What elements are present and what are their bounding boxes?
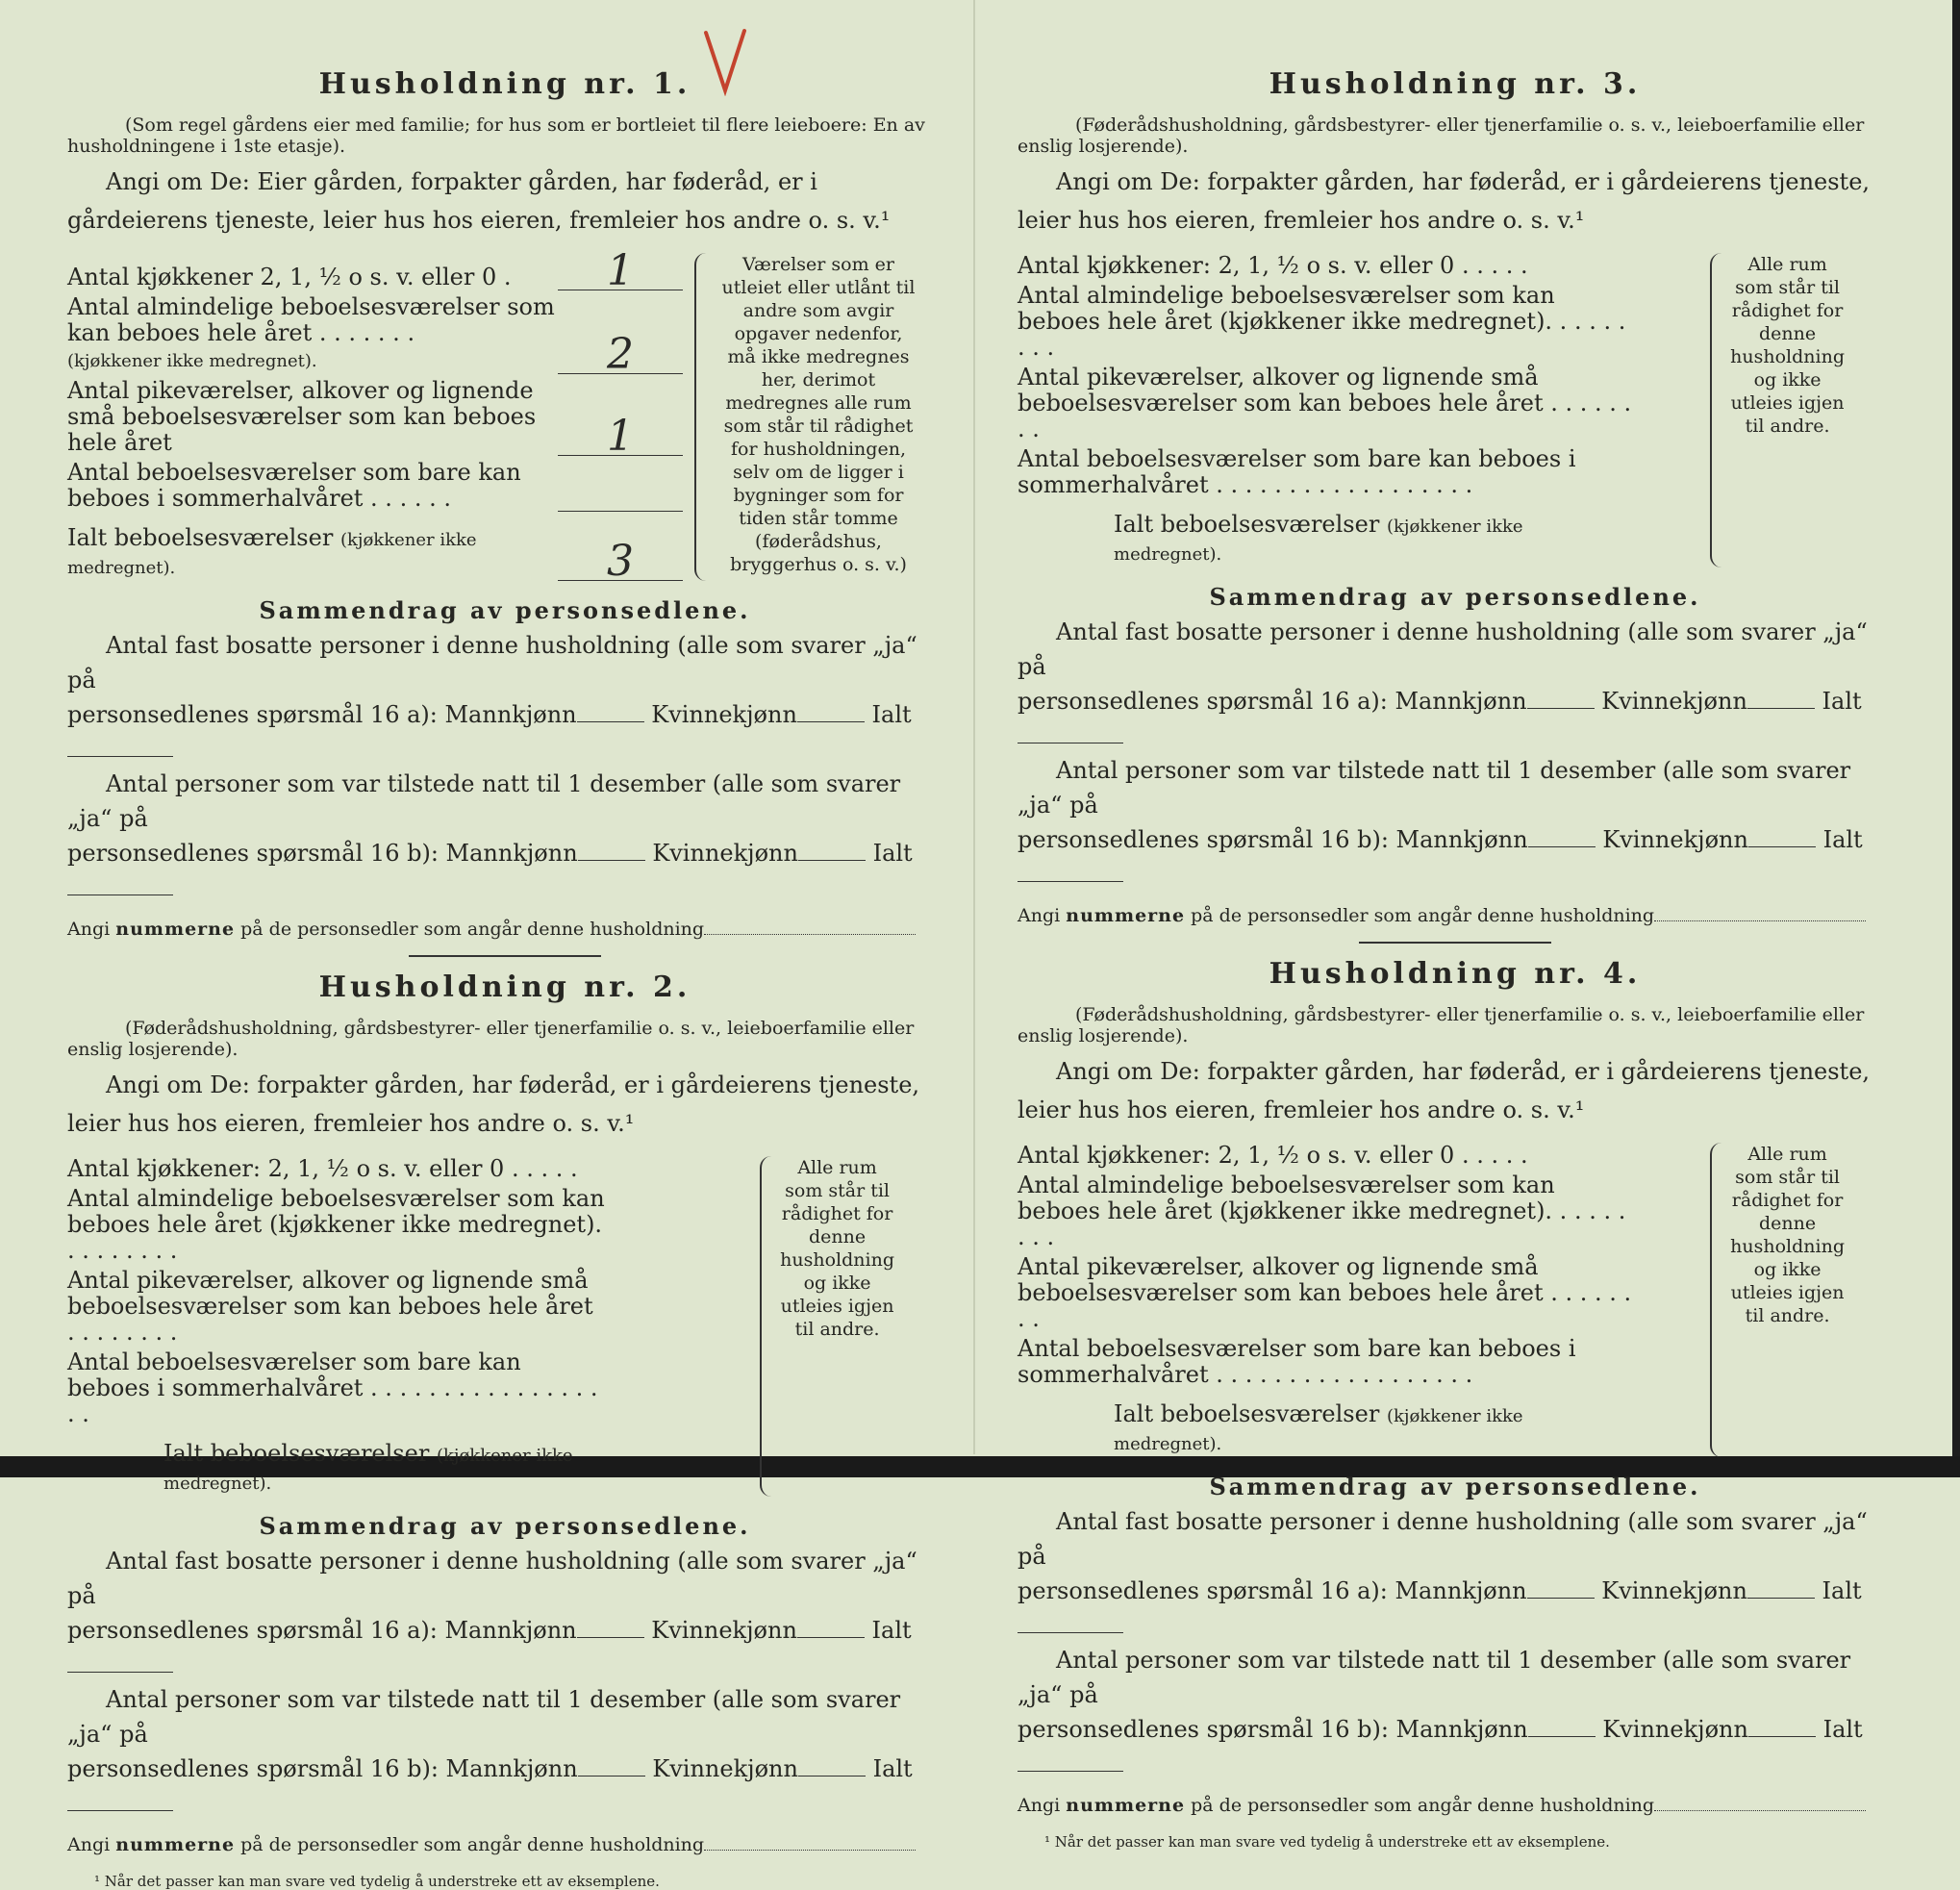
nummerne-field[interactable] [1654, 903, 1866, 921]
nummerne-field[interactable] [704, 917, 916, 935]
tilstede-kvinne-field[interactable] [798, 1756, 866, 1777]
row-sommer: Antal beboelsesværelser som bare kan beboes i sommerhalvåret . . . . . . . . . . . . . . . . . . [67, 1348, 598, 1427]
row-kjokkener: Antal kjøkkener 2, 1, ½ o s. v. eller 0 . 1 [67, 253, 683, 290]
summary-title: Sammendrag av personsedlene. [1209, 583, 1701, 611]
row-sommer: Antal beboelsesværelser som bare kan beboes i sommerhalvåret . . . . . . [67, 460, 683, 512]
tilstede-kvinne-field[interactable] [798, 841, 866, 861]
row-sommer: Antal beboelsesværelser som bare kan beboes i sommerhalvåret . . . . . . . . . . . . . . . . . . [1018, 1335, 1576, 1388]
answer-kjokkener[interactable]: 1 [558, 253, 683, 290]
row-kjokkener: Antal kjøkkener: 2, 1, ½ o s. v. eller 0 . . . . . [1018, 252, 1528, 279]
row-pike: Antal pikeværelser, alkover og lignende små beboelsesværelser som kan beboes hele året . . . . . . . . [67, 1267, 593, 1346]
left-page [67, 67, 942, 1890]
angi-om-de: Angi om De: forpakter gården, har føderåd, er i gårdeierens tjeneste, leier hus hos eieren, fremleier hos andre o. s. v.¹ [1018, 1058, 1871, 1123]
brace [1710, 1143, 1722, 1457]
answer-pike[interactable]: 1 [558, 418, 683, 456]
summary-fast: personsedlenes spørsmål 16 a): Mannkjønn Kvinnekjønn Ialt [1018, 684, 1893, 753]
tilstede-mann-field[interactable] [1528, 1717, 1596, 1737]
row-almindelige: Antal almindelige beboelsesværelser som kan beboes hele året (kjøkkener ikke medregnet). . . . . . . . . [1018, 1172, 1626, 1250]
footnote: ¹ Når det passer kan man svare ved tydelig å understreke ett av eksemplene. [1044, 1833, 1610, 1851]
angi-om-de: Angi om De: forpakter gården, har føderåd, er i gårdeierens tjeneste, leier hus hos eieren, fremleier hos andre o. s. v.¹ [67, 1071, 920, 1137]
row-pike: Antal pikeværelser, alkover og lignende små beboelsesværelser som kan beboes hele året . . . . . . . . [1018, 1253, 1632, 1332]
separator [409, 955, 601, 957]
summary-fast: personsedlenes spørsmål 16 a): Mannkjønn Kvinnekjønn Ialt [1018, 1574, 1893, 1643]
side-note: Alle rum som står til rådighet for denne husholdning og ikke utleies igjen til andre. [1710, 1143, 1845, 1457]
fast-kvinne-field[interactable] [797, 702, 865, 722]
summary-tilstede: personsedlenes spørsmål 16 b): Mannkjønn Kvinnekjønn Ialt [1018, 822, 1893, 892]
fast-mann-field[interactable] [1527, 689, 1595, 709]
household-1: Husholdning nr. 1. (Som regel gårdens eier med familie; for hus som er bortleiet til flere leieboere: En av husholdningene i 1ste etasje). Angi om De: Eier gården, forpakter gården, har føderåd, er i gårdeierens tjeneste, leier hus hos eieren, fremleier hos andre o. s. v.¹ Antal kjøkkener 2, 1, ½ o s. v. eller 0 . 1 Antal almindelige beboelsesværelser som kan beboes hele året . . . . . . . (kjøkkener ikke medregnet). 2 Antal pikeværelser, alkover og lignende små beboelsesværelser som kan beboes hele året 1 Antal beboelsesværelser som bare kan beboes i sommerhalvåret . . . . . . Ialt beboelsesværelser (kjøkkener ikke medregnet). 3 Værelser som er utleiet eller utlånt til andre som avgir opgaver nedenfor, må ikke medregnes her, derimot medregnes alle rum som står til rådighet for husholdningen, selv om de ligger i bygninger som for tiden står tomme (føderådshus, bryggerhus o. s. v.) Sammendrag av personsedlene. Antal fast bosatte personer i denne husholdning (alle som svarer „ja“ på personsedlenes spørsmål 16 a): Mannkjønn Kvinnekjønn Ialt Antal personer som var tilstede natt til 1 desember (alle som svarer „ja“ på personsedlenes spørsmål 16 b): Mannkjønn Kvinnekjønn Ialt Angi nummerne på de personsedler som angår denne husholdning [67, 67, 942, 940]
tilstede-mann-field[interactable] [578, 841, 645, 861]
answer-almindelige[interactable]: 2 [558, 337, 683, 374]
footnote: ¹ Når det passer kan man svare ved tydelig å understreke ett av eksemplene. [94, 1873, 660, 1890]
row-ialt: Ialt beboelsesværelser (kjøkkener ikke medregnet). 3 [67, 525, 683, 581]
fast-mann-field[interactable] [1527, 1578, 1595, 1599]
fast-mann-field[interactable] [577, 1618, 644, 1638]
nummerne-line: Angi nummerne på de personsedler som angår denne husholdning [1018, 1793, 1893, 1816]
separator [1359, 942, 1551, 944]
side-note: Alle rum som står til rådighet for denne husholdning og ikke utleies igjen til andre. [760, 1156, 894, 1497]
brace [760, 1156, 772, 1497]
tilstede-ialt-field[interactable] [1018, 862, 1123, 882]
tilstede-kvinne-field[interactable] [1748, 827, 1816, 847]
household-title: Husholdning nr. 2. [318, 970, 691, 1004]
summary-tilstede: personsedlenes spørsmål 16 b): Mannkjønn Kvinnekjønn Ialt [67, 836, 942, 905]
household-note: (Som regel gårdens eier med familie; for hus som er bortleiet til flere leieboere: En av husholdningene i 1ste etasje). [67, 114, 925, 157]
summary-title: Sammendrag av personsedlene. [1209, 1473, 1701, 1500]
summary-title: Sammendrag av personsedlene. [259, 1512, 751, 1540]
nummerne-line: Angi nummerne på de personsedler som angår denne husholdning [67, 1832, 942, 1855]
tilstede-ialt-field[interactable] [1018, 1751, 1123, 1772]
nummerne-field[interactable] [1654, 1793, 1866, 1811]
brace [694, 253, 712, 581]
fast-ialt-field[interactable] [1018, 1613, 1123, 1633]
side-note: Værelser som er utleiet eller utlånt til andre som avgir opgaver nedenfor, må ikke medregnes her, derimot medregnes alle rum som står til rådighet for husholdningen, selv om de ligger i bygninger som for tiden står tomme (føderådshus, bryggerhus o. s. v.) [694, 253, 917, 581]
household-note: (Føderådshusholdning, gårdsbestyrer- eller tjenerfamilie o. s. v., leieboerfamilie eller enslig losjerende). [1018, 114, 1865, 157]
answer-sommer[interactable] [558, 511, 683, 512]
household-3: Husholdning nr. 3. (Føderådshusholdning, gårdsbestyrer- eller tjenerfamilie o. s. v., leieboerfamilie eller enslig losjerende). Angi om De: forpakter gården, har føderåd, er i gårdeierens tjeneste, leier hus hos eieren, fremleier hos andre o. s. v.¹ Antal kjøkkener: 2, 1, ½ o s. v. eller 0 . . . . . Antal almindelige beboelsesværelser som kan beboes hele året (kjøkkener ikke medregnet). . . . . . . . . Antal pikeværelser, alkover og lignende små beboelsesværelser som kan beboes hele året . . . . . . . . Antal beboelsesværelser som bare kan beboes i sommerhalvåret . . . . . . . . . . . . . . . . . . Ialt beboelsesværelser (kjøkkener ikke medregnet). Alle rum som står til rådighet for denne husholdning og ikke utleies igjen til andre. Sammendrag av personsedlene. Antal fast bosatte personer i denne husholdning (alle som svarer „ja“ på personsedlenes spørsmål 16 a): Mannkjønn Kvinnekjønn Ialt Antal personer som var tilstede natt til 1 desember (alle som svarer „ja“ på personsedlenes spørsmål 16 b): Mannkjønn Kvinnekjønn Ialt Angi nummerne på de personsedler som angår denne husholdning [1018, 67, 1893, 926]
row-pike: Antal pikeværelser, alkover og lignende små beboelsesværelser som kan beboes hele året . . . . . . . . [1018, 364, 1632, 442]
fast-mann-field[interactable] [577, 702, 644, 722]
household-note: (Føderådshusholdning, gårdsbestyrer- eller tjenerfamilie o. s. v., leieboerfamilie eller enslig losjerende). [67, 1018, 915, 1060]
row-almindelige: Antal almindelige beboelsesværelser som kan beboes hele året (kjøkkener ikke medregnet). . . . . . . . . [67, 1185, 605, 1264]
side-note: Alle rum som står til rådighet for denne husholdning og ikke utleies igjen til andre. [1710, 253, 1845, 567]
row-kjokkener: Antal kjøkkener: 2, 1, ½ o s. v. eller 0 . . . . . [67, 1155, 578, 1182]
page-fold [973, 0, 975, 1454]
row-kjokkener: Antal kjøkkener: 2, 1, ½ o s. v. eller 0 . . . . . [1018, 1142, 1528, 1169]
row-sommer: Antal beboelsesværelser som bare kan beboes i sommerhalvåret . . . . . . . . . . . . . . . . . . [1018, 445, 1576, 498]
household-note: (Føderådshusholdning, gårdsbestyrer- eller tjenerfamilie o. s. v., leieboerfamilie eller enslig losjerende). [1018, 1004, 1865, 1046]
fast-ialt-field[interactable] [67, 1652, 173, 1673]
summary-fast: personsedlenes spørsmål 16 a): Mannkjønn Kvinnekjønn Ialt [67, 697, 942, 767]
fast-ialt-field[interactable] [1018, 723, 1123, 743]
angi-om-de: Angi om De: Eier gården, forpakter gården, har føderåd, er i gårdeierens tjeneste, leier hus hos eieren, fremleier hos andre o. s. v.¹ [67, 168, 891, 234]
summary-tilstede: personsedlenes spørsmål 16 b): Mannkjønn Kvinnekjønn Ialt [67, 1751, 942, 1821]
household-title: Husholdning nr. 3. [1269, 67, 1642, 101]
room-counts [1018, 253, 1893, 567]
row-almindelige: Antal almindelige beboelsesværelser som kan beboes hele året (kjøkkener ikke medregnet). . . . . . . . . [1018, 282, 1626, 361]
room-counts [67, 246, 942, 586]
right-page [1018, 67, 1893, 1851]
household-title: Husholdning nr. 4. [1269, 957, 1642, 991]
household-4: Husholdning nr. 4. (Føderådshusholdning, gårdsbestyrer- eller tjenerfamilie o. s. v., leieboerfamilie eller enslig losjerende). Angi om De: forpakter gården, har føderåd, er i gårdeierens tjeneste, leier hus hos eieren, fremleier hos andre o. s. v.¹ Antal kjøkkener: 2, 1, ½ o s. v. eller 0 . . . . . Antal almindelige beboelsesværelser som kan beboes hele året (kjøkkener ikke medregnet). . . . . . . . . Antal pikeværelser, alkover og lignende små beboelsesværelser som kan beboes hele året . . . . . . . . Antal beboelsesværelser som bare kan beboes i sommerhalvåret . . . . . . . . . . . . . . . . . . Ialt beboelsesværelser (kjøkkener ikke medregnet). Alle rum som står til rådighet for denne husholdning og ikke utleies igjen til andre. Sammendrag av personsedlene. Antal fast bosatte personer i denne husholdning (alle som svarer „ja“ på personsedlenes spørsmål 16 a): Mannkjønn Kvinnekjønn Ialt Antal personer som var tilstede natt til 1 desember (alle som svarer „ja“ på personsedlenes spørsmål 16 b): Mannkjønn Kvinnekjønn Ialt Angi nummerne på de personsedler som angår denne husholdning ¹ Når det passer kan man svare ved tydelig å understreke ett av eksemplene. [1018, 957, 1893, 1851]
nummerne-field[interactable] [704, 1832, 916, 1851]
room-counts [67, 1156, 942, 1497]
summary-title: Sammendrag av personsedlene. [259, 596, 751, 624]
nummerne-line: Angi nummerne på de personsedler som angår denne husholdning [67, 917, 942, 940]
fast-kvinne-field[interactable] [1747, 689, 1815, 709]
household-title: Husholdning nr. 1. [318, 67, 691, 101]
row-ialt: Ialt beboelsesværelser (kjøkkener ikke medregnet). [1114, 511, 1523, 565]
summary-fast: personsedlenes spørsmål 16 a): Mannkjønn Kvinnekjønn Ialt [67, 1613, 942, 1682]
row-ialt: Ialt beboelsesværelser (kjøkkener ikke medregnet). [163, 1440, 573, 1494]
tilstede-kvinne-field[interactable] [1748, 1717, 1816, 1737]
tilstede-ialt-field[interactable] [67, 875, 173, 895]
tilstede-mann-field[interactable] [1528, 827, 1596, 847]
brace [1710, 253, 1722, 567]
household-2: Husholdning nr. 2. (Føderådshusholdning, gårdsbestyrer- eller tjenerfamilie o. s. v., leieboerfamilie eller enslig losjerende). Angi om De: forpakter gården, har føderåd, er i gårdeierens tjeneste, leier hus hos eieren, fremleier hos andre o. s. v.¹ Antal kjøkkener: 2, 1, ½ o s. v. eller 0 . . . . . Antal almindelige beboelsesværelser som kan beboes hele året (kjøkkener ikke medregnet). . . . . . . . . Antal pikeværelser, alkover og lignende små beboelsesværelser som kan beboes hele året . . . . . . . . Antal beboelsesværelser som bare kan beboes i sommerhalvåret . . . . . . . . . . . . . . . . . . Ialt beboelsesværelser (kjøkkener ikke medregnet). Alle rum som står til rådighet for denne husholdning og ikke utleies igjen til andre. Sammendrag av personsedlene. Antal fast bosatte personer i denne husholdning (alle som svarer „ja“ på personsedlenes spørsmål 16 a): Mannkjønn Kvinnekjønn Ialt Antal personer som var tilstede natt til 1 desember (alle som svarer „ja“ på personsedlenes spørsmål 16 b): Mannkjønn Kvinnekjønn Ialt Angi nummerne på de personsedler som angår denne husholdning ¹ Når det passer kan man svare ved tydelig å understreke ett av eksemplene. [67, 970, 942, 1890]
tilstede-ialt-field[interactable] [67, 1791, 173, 1811]
answer-ialt[interactable]: 3 [558, 543, 683, 581]
room-counts [1018, 1143, 1893, 1457]
row-ialt: Ialt beboelsesværelser (kjøkkener ikke medregnet). [1114, 1400, 1523, 1454]
fast-ialt-field[interactable] [67, 737, 173, 757]
row-pike: Antal pikeværelser, alkover og lignende små beboelsesværelser som kan beboes hele året 1 [67, 378, 683, 456]
angi-om-de: Angi om De: forpakter gården, har føderåd, er i gårdeierens tjeneste, leier hus hos eieren, fremleier hos andre o. s. v.¹ [1018, 168, 1871, 234]
tilstede-mann-field[interactable] [578, 1756, 645, 1777]
fast-kvinne-field[interactable] [797, 1618, 865, 1638]
fast-kvinne-field[interactable] [1747, 1578, 1815, 1599]
summary-tilstede: personsedlenes spørsmål 16 b): Mannkjønn Kvinnekjønn Ialt [1018, 1712, 1893, 1781]
scan-edge-right [1952, 0, 1960, 1477]
row-almindelige: Antal almindelige beboelsesværelser som kan beboes hele året . . . . . . . (kjøkkener ikke medregnet). 2 [67, 294, 683, 374]
nummerne-line: Angi nummerne på de personsedler som angår denne husholdning [1018, 903, 1893, 926]
